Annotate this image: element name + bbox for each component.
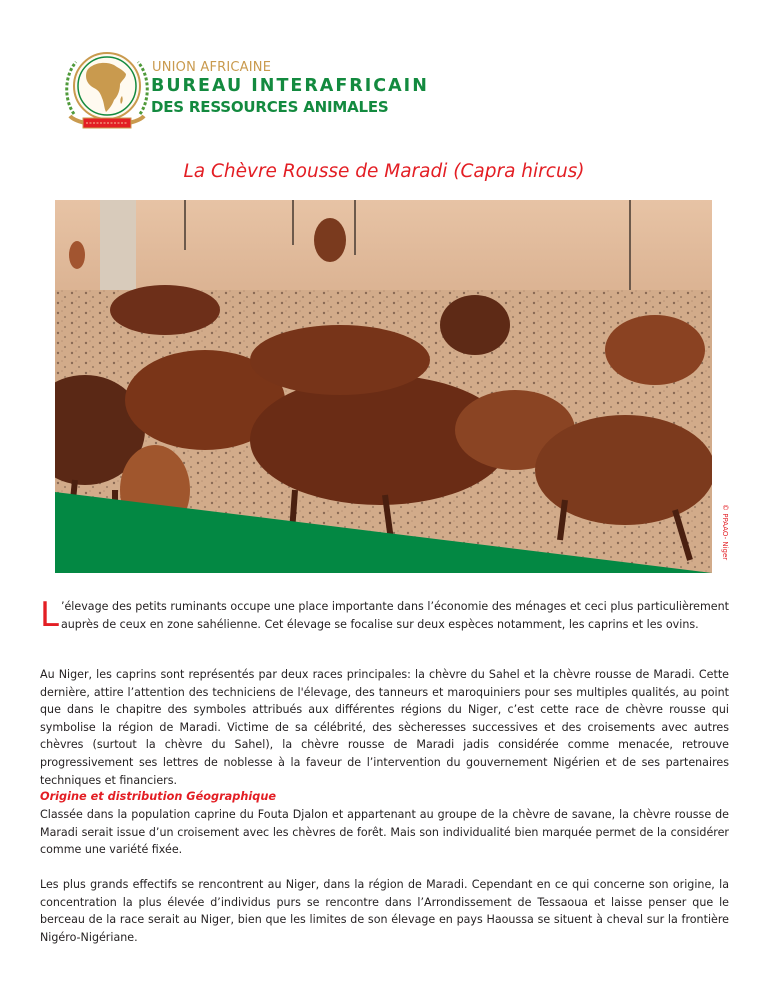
org-parent-name: UNION AFRICAINE bbox=[152, 60, 272, 75]
paragraph-niger-breeds bbox=[40, 666, 729, 789]
paragraph-origin bbox=[40, 806, 729, 859]
intro-paragraph bbox=[40, 595, 729, 635]
org-name-line1: BUREAU INTERAFRICAIN bbox=[151, 76, 429, 96]
african-union-emblem-icon bbox=[60, 42, 154, 138]
paragraph-text: Les plus grands effectifs se rencontrent au Niger, dans la région de Maradi. Cependant en ce qui concerne son origine, la concentration la plus élevée d’individus purs se rencontre dans l’Arrondissement de Tessaoua et laisse penser que le berceau de la race serait au Niger, bien que les limites de son élevage en pays Haoussa se situent à cheval sur la frontière Nigéro-Nigériane. bbox=[40, 878, 729, 944]
page-title: La Chèvre Rousse de Maradi (Capra hircus) bbox=[183, 161, 585, 182]
photo-credit-text: © PPAAO- Niger bbox=[721, 504, 729, 561]
paragraph-text: Au Niger, les caprins sont représentés par deux races principales: la chèvre du Sahel et la chèvre rousse de Maradi. Cette dernière, attire l’attention des techniciens de l'élevage, des tanneurs et maroquiniers pour ses multiples qualités, au point que dans le chapitre des symboles attribués aux différentes régions du Niger, c’est cette race de chèvre rousse qui symbolise la région de Maradi. Victime de sa célébrité, des sècheresses successives et des croisements avec autres chèvres (surtout la chèvre du Sahel), la chèvre rousse de Maradi jadis considérée comme menacée, retrouve progressivement ses lettres de noblesse à la faveur de l’intervention du gouvernement Nigérien et de ses partenaires techniques et financiers. bbox=[40, 668, 729, 787]
page-header bbox=[60, 42, 460, 138]
org-name-line2: DES RESSOURCES ANIMALES bbox=[151, 98, 389, 116]
paragraph-distribution bbox=[40, 876, 729, 946]
photo-credit bbox=[716, 504, 730, 584]
section-heading-origin: Origine et distribution Géographique bbox=[40, 790, 277, 803]
paragraph-text: Classée dans la population caprine du Fouta Djalon et appartenant au groupe de la chèvre de savane, la chèvre rousse de Maradi serait issue d’un croisement avec les chèvres de forêt. Mais son individualité bien marquée permet de la considérer comme une variété fixée. bbox=[40, 808, 729, 857]
drop-cap: L bbox=[40, 595, 59, 635]
intro-text: ’élevage des petits ruminants occupe une place importante dans l’économie des ménages et ceci plus particulièrement auprès de ceux en zone sahélienne. Cet élevage se focalise sur deux espèces notamment, les caprins et les ovins. bbox=[60, 600, 729, 631]
goat-herd-photo bbox=[55, 200, 712, 573]
